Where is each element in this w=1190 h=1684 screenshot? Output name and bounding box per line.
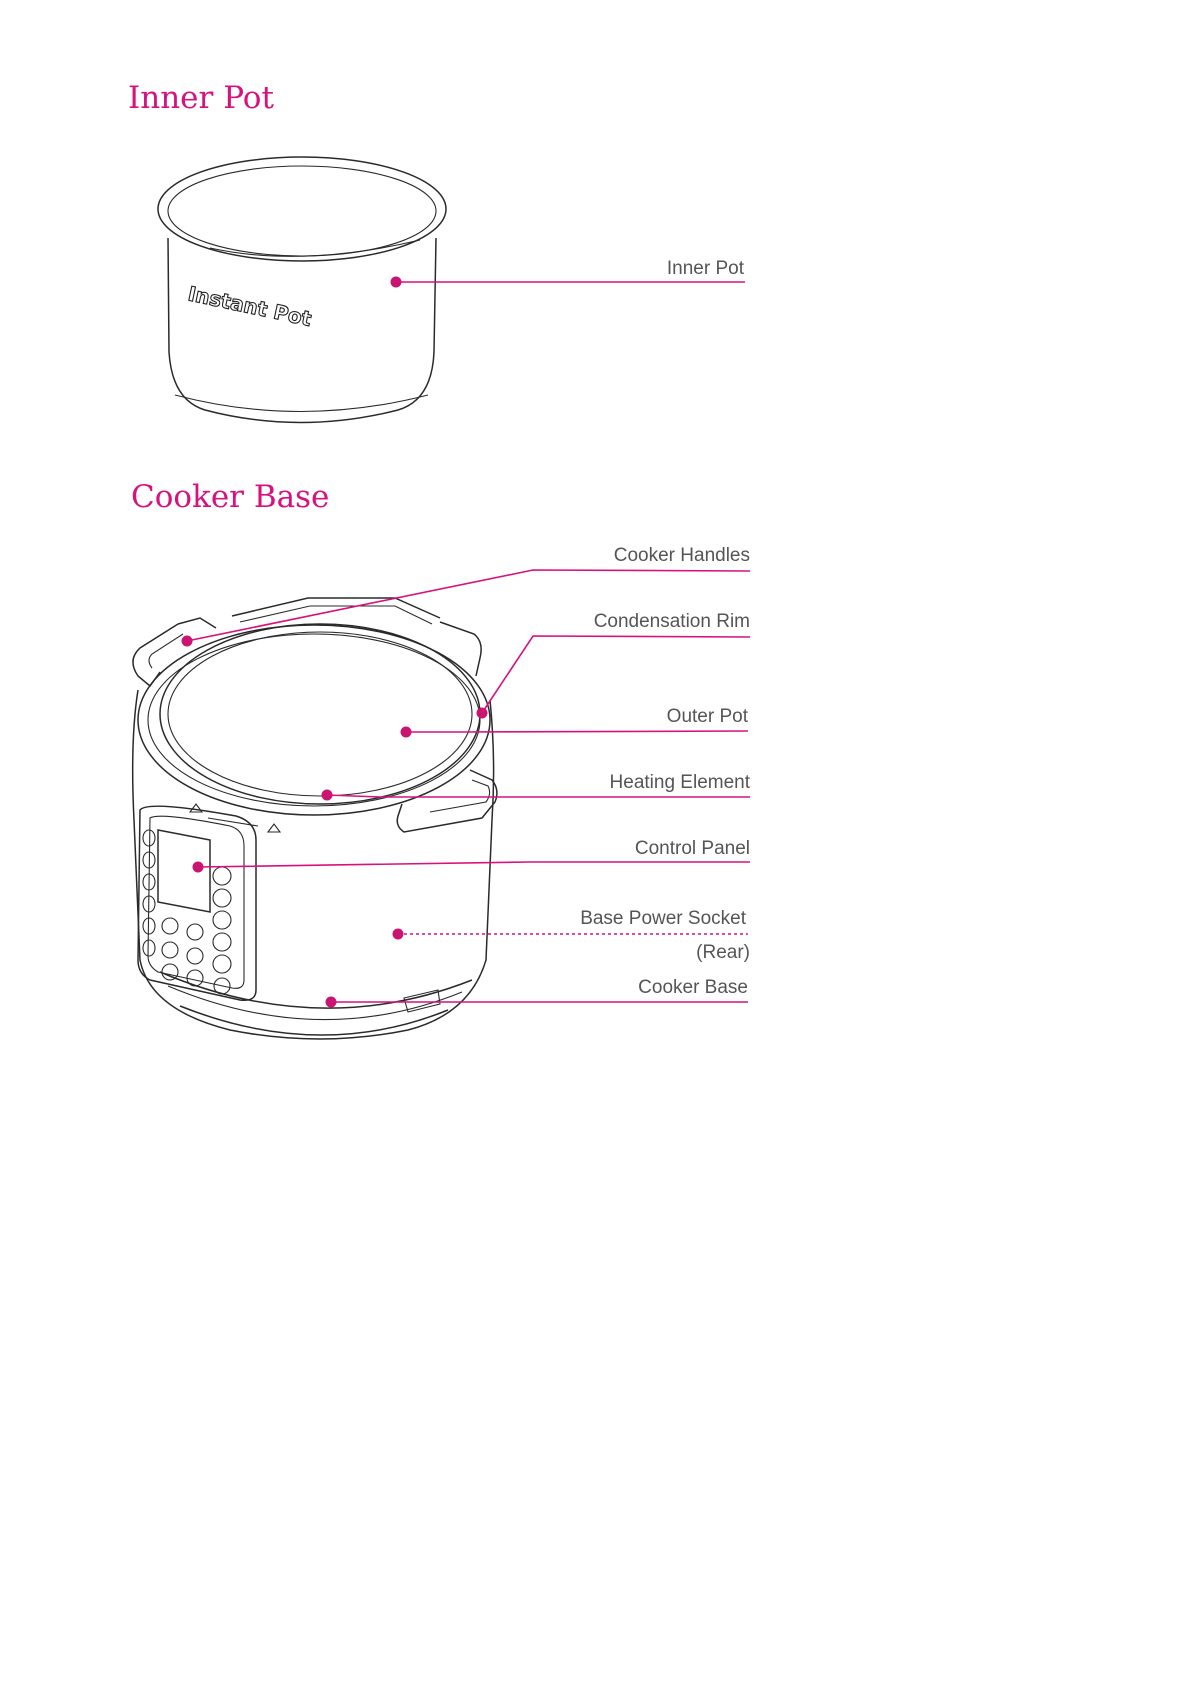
callout-base-power-socket (393, 908, 751, 963)
label-control-panel: Control Panel (634, 838, 750, 859)
callout-inner-pot (391, 258, 746, 288)
callout-condensation-rim (477, 611, 751, 719)
label-outer-pot: Outer Pot (666, 706, 748, 727)
cooker-base-illustration (133, 598, 497, 1039)
callout-control-panel (193, 838, 751, 873)
cooker-base-section-title: Cooker Base (131, 479, 330, 515)
label-heating-element: Heating Element (609, 772, 750, 793)
callout-outer-pot (401, 706, 749, 738)
label-cooker-base: Cooker Base (638, 977, 748, 998)
label-cooker-handles: Cooker Handles (613, 545, 750, 566)
label-base-power-socket: Base Power Socket (580, 908, 746, 929)
inner-pot-illustration (158, 157, 446, 423)
label-inner-pot: Inner Pot (666, 258, 744, 279)
label-condensation-rim: Condensation Rim (593, 611, 750, 632)
inner-pot-logo: Instant Pot (185, 281, 314, 331)
label-rear: (Rear) (696, 942, 750, 963)
inner-pot-section-title: Inner Pot (128, 80, 274, 116)
callout-heating-element (322, 772, 751, 801)
